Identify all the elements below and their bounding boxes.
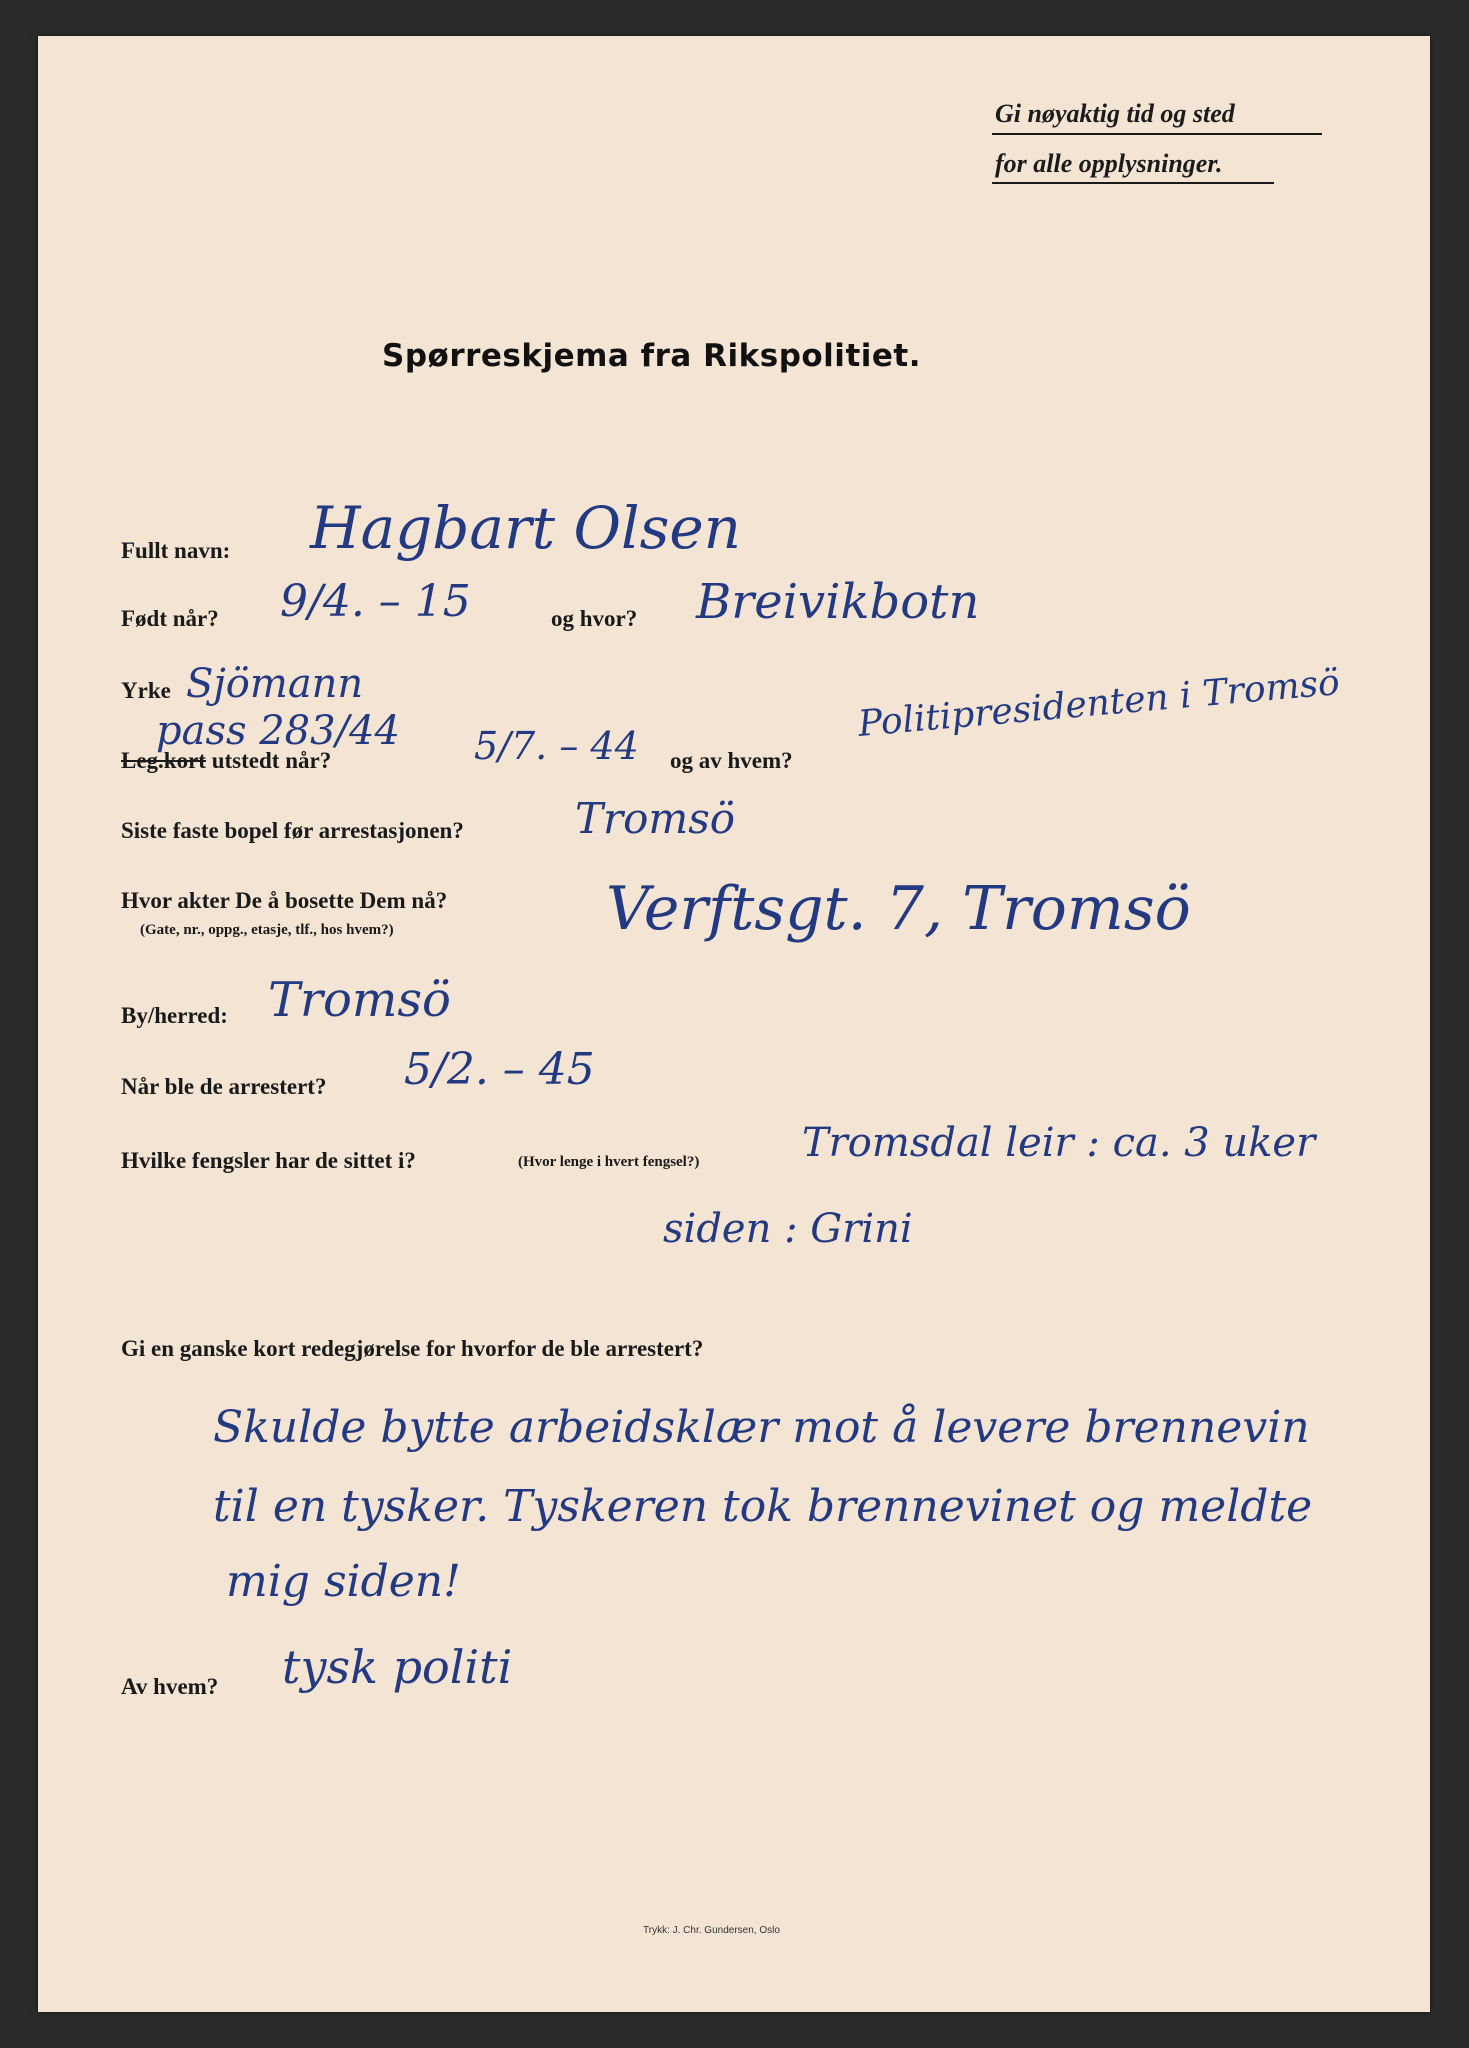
arrested-label: Når ble de arrestert? xyxy=(121,1074,327,1099)
name-value: Hagbart Olsen xyxy=(310,494,742,562)
born-when-label: Født når? xyxy=(121,606,219,631)
pass-insert: pass 283/44 xyxy=(156,708,400,754)
id-card-label-rest: utstedt når? xyxy=(211,748,332,773)
arrested-value: 5/2. – 45 xyxy=(404,1044,595,1095)
header-note-line1: Gi nøyaktig tid og sted xyxy=(995,99,1235,128)
questionnaire-sheet xyxy=(38,36,1430,2012)
prisons-line1: Tromsdal leir : ca. 3 uker xyxy=(802,1120,1316,1166)
prisons-label: Hvilke fengsler har de sittet i? xyxy=(121,1148,416,1173)
born-where-value: Breivikbotn xyxy=(696,574,980,630)
settle-sublabel: (Gate, nr., oppg., etasje, tlf., hos hvem?) xyxy=(140,922,394,938)
born-where-label: og hvor? xyxy=(551,606,638,631)
header-rule-2 xyxy=(992,182,1274,184)
occupation-value: Sjömann xyxy=(186,661,364,707)
id-card-by-label: og av hvem? xyxy=(670,748,793,773)
prisons-sublabel: (Hvor lenge i hvert fengsel?) xyxy=(518,1154,700,1170)
reason-line-3: mig siden! xyxy=(226,1556,461,1607)
form-title: Spørreskjema fra Rikspolitiet. xyxy=(382,338,922,374)
id-card-date-value: 5/7. – 44 xyxy=(474,724,639,768)
last-address-value: Tromsö xyxy=(575,794,736,843)
id-card-by-value: Politipresidenten i Tromsö xyxy=(856,662,1342,745)
id-card-label xyxy=(121,748,331,774)
reason-line-2: til en tysker. Tyskeren tok brennevinet og meldte xyxy=(213,1481,1313,1532)
by-whom-value: tysk politi xyxy=(282,1640,513,1694)
last-address-label: Siste faste bopel før arrestasjonen? xyxy=(121,818,464,843)
header-note-line2: for alle opplysninger. xyxy=(995,149,1223,178)
settle-label: Hvor akter De å bosette Dem nå? xyxy=(121,888,448,913)
id-card-struck: Leg.kort xyxy=(121,748,206,773)
born-when-value: 9/4. – 15 xyxy=(280,576,471,627)
occupation-label: Yrke xyxy=(121,678,171,703)
prisons-line2: siden : Grini xyxy=(663,1206,913,1252)
reason-line-1: Skulde bytte arbeidsklær mot å levere brennevin xyxy=(213,1402,1310,1453)
header-rule-1 xyxy=(992,133,1322,135)
name-label: Fullt navn: xyxy=(121,538,231,563)
municipality-label: By/herred: xyxy=(121,1003,228,1028)
by-whom-label: Av hvem? xyxy=(121,1674,219,1699)
settle-value: Verftsgt. 7, Tromsö xyxy=(606,874,1191,944)
printer-imprint: Trykk: J. Chr. Gundersen, Oslo xyxy=(643,1925,780,1936)
reason-label: Gi en ganske kort redegjørelse for hvorfor de ble arrestert? xyxy=(121,1336,704,1361)
municipality-value: Tromsö xyxy=(268,972,451,1028)
